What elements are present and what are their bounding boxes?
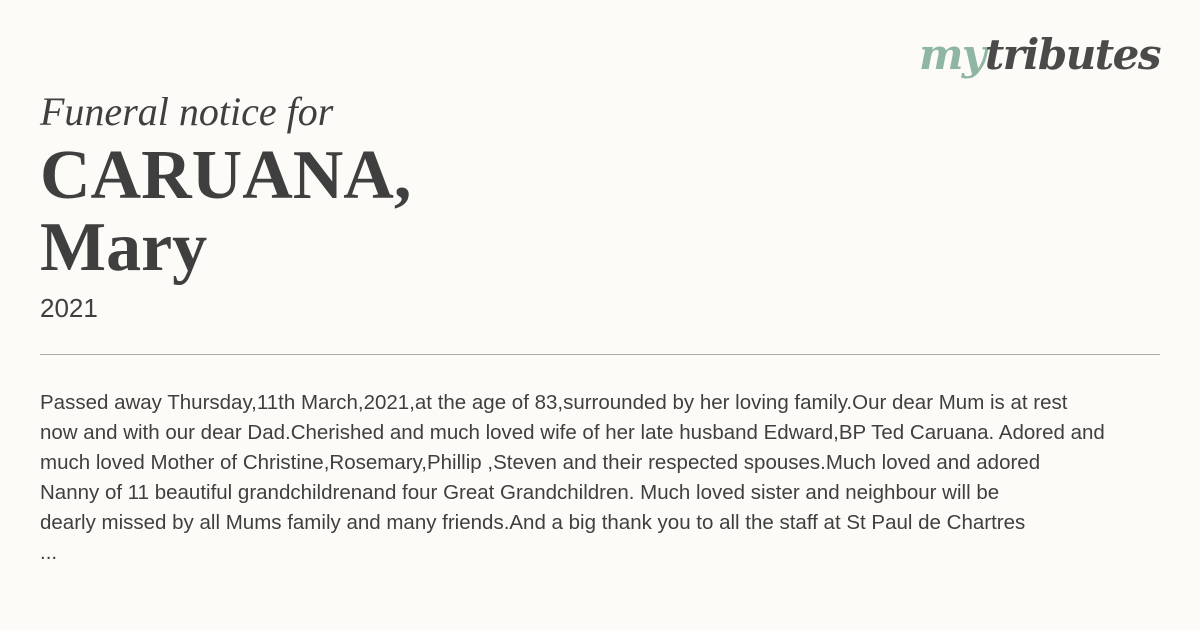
notice-ellipsis: ... bbox=[40, 541, 58, 564]
divider bbox=[40, 354, 1160, 355]
notice-line: dearly missed by all Mums family and many friends.And a big thank you to all the staff at St Paul de Chartres bbox=[40, 511, 1026, 534]
deceased-given-name: Mary bbox=[40, 209, 208, 286]
notice-body-text bbox=[40, 388, 1200, 578]
notice-year: 2021 bbox=[40, 293, 98, 323]
logo-my: my bbox=[918, 30, 985, 79]
mytributes-logo[interactable] bbox=[918, 30, 1160, 79]
logo-tributes: tributes bbox=[984, 30, 1160, 79]
notice-line: now and with our dear Dad.Cherished and much loved wife of her late husband Edward,BP Ted Caruana. Adored and bbox=[40, 421, 1105, 444]
deceased-surname: CARUANA, bbox=[40, 137, 412, 214]
notice-line: Nanny of 11 beautiful grandchildrenand four Great Grandchildren. Much loved sister and neighbour will be bbox=[40, 481, 1000, 504]
notice-line: Passed away Thursday,11th March,2021,at the age of 83,surrounded by her loving family.Our dear Mum is at rest bbox=[40, 391, 1068, 414]
notice-line: much loved Mother of Christine,Rosemary,Phillip ,Steven and their respected spouses.Much loved and adored bbox=[40, 451, 1041, 474]
notice-heading: Funeral notice for bbox=[40, 89, 334, 134]
